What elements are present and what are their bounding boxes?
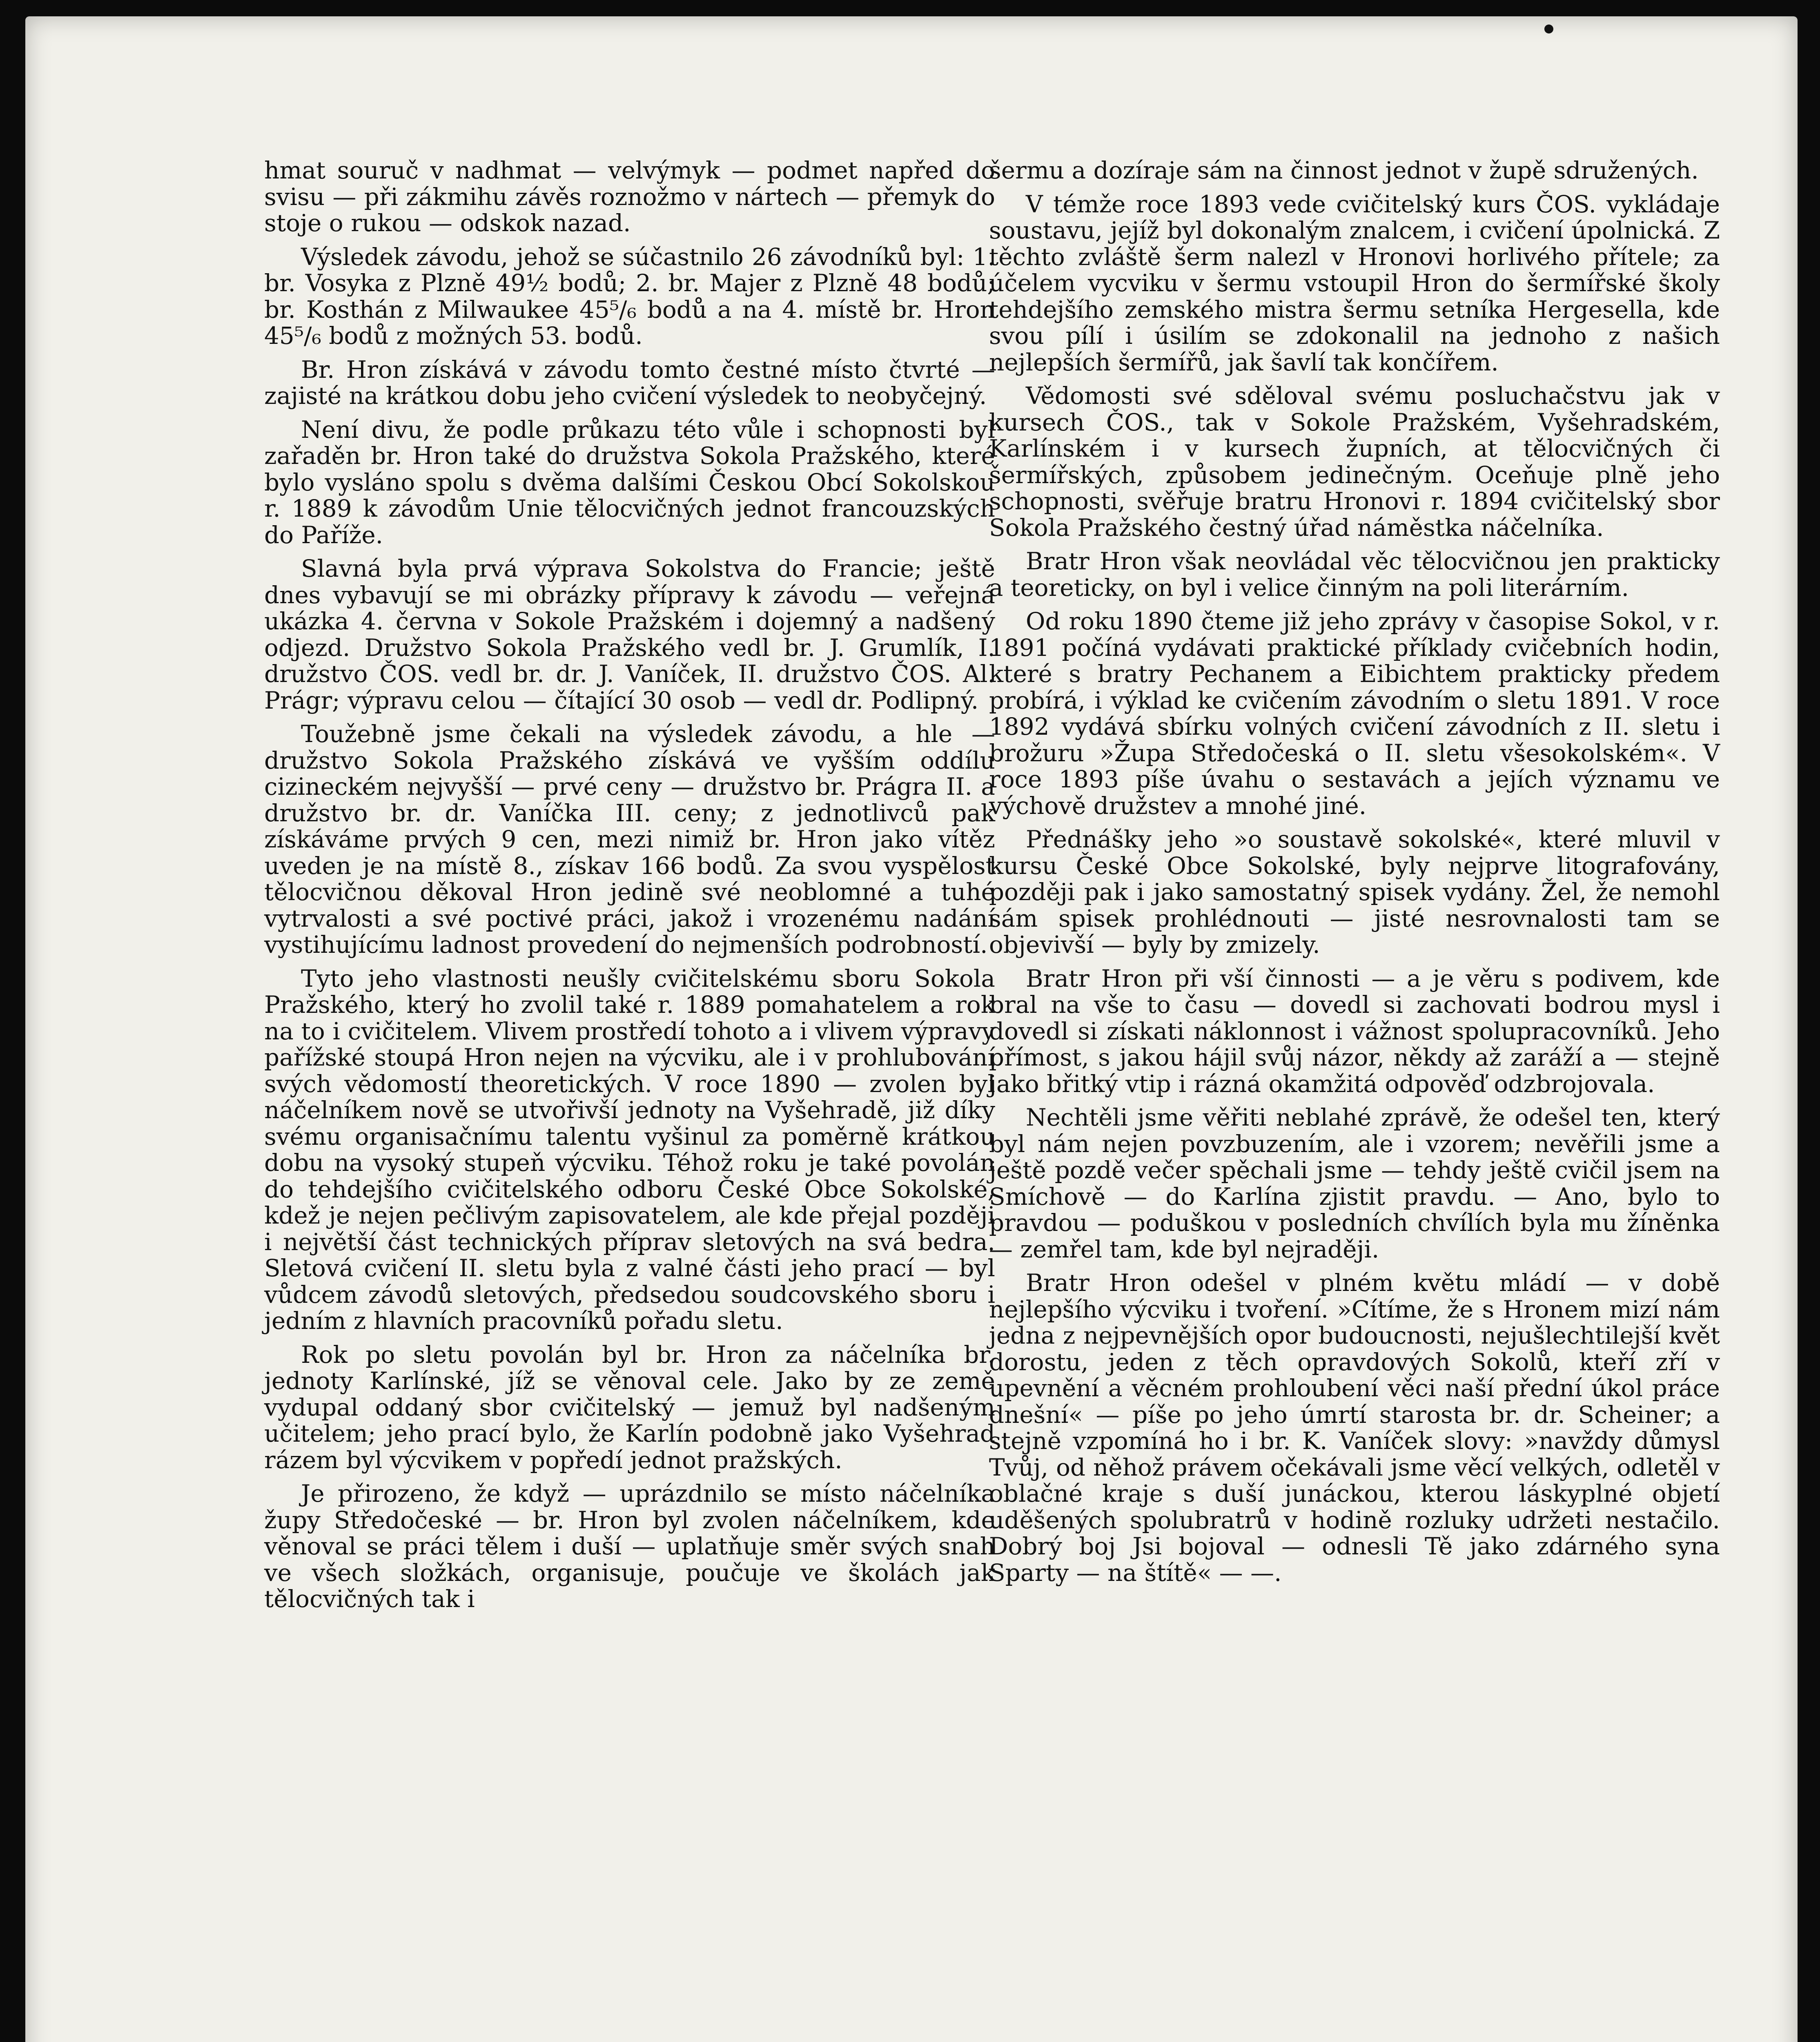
right-paragraph-2: V témže roce 1893 vede cvičitelský kurs ČOS. vykládaje soustavu, jejíž byl dokonalým znalcem, i cvičení úpolnická. Z těchto zvláště šerm nalezl v Hronovi horlivého přítele; za účelem vycviku v šermu vstoupil Hron do šermířské školy tehdejšího zemského mistra šermu setníka Hergesella, kde svou pílí i úsilím se zdokonalil na jednoho z našich nejlepších šermířů, jak šavlí tak končířem. — [989, 190, 1720, 376]
left-paragraph-2: Výsledek závodu, jehož se súčastnilo 26 závodníků byl: 1. br. Vosyka z Plzně 49½ bodů; 2. br. Majer z Plzně 48 bodů; br. Kosthán z Milwaukee 45⁵/₆ bodů a na 4. místě br. Hron 45⁵/₆ bodů z možných 53. bodů. — [264, 243, 995, 350]
left-paragraph-4: Není divu, že podle průkazu této vůle i schopnosti byl zařaděn br. Hron také do družstva Sokola Pražského, které bylo vysláno spolu s dvěma dalšími Českou Obcí Sokolskou r. 1889 k závodům Unie tělocvičných jednot francouzských do Paříže. — [264, 415, 995, 549]
right-paragraph-9: Bratr Hron odešel v plném květu mládí — v době nejlepšího výcviku i tvoření. »Cítíme, že s Hronem mizí nám jedna z nejpevnějších opor budoucnosti, nejušlechtilejší květ dorostu, jeden z těch opravdových Sokolů, kteří zří v upevnění a věcném prohloubení věci naší přední úkol práce dnešní« — píše po jeho úmrtí starosta br. dr. Scheiner; a stejně vzpomíná ho i br. K. Vaníček slovy: »navždy důmysl Tvůj, od něhož právem očekávali jsme věcí velkých, odletěl v oblačné kraje s duší junáckou, kterou láskyplné objetí uděšených spolubratrů v hodině rozluky udržeti nestačilo. Dobrý boj Jsi bojoval — odnesli Tě jako zdárného syna Sparty — na štítě« — —. — [989, 1269, 1720, 1587]
left-paragraph-9: Je přirozeno, že když — uprázdnilo se místo náčelníka župy Středočeské — br. Hron byl zvolen náčelníkem, kde věnoval se práci tělem i duší — uplatňuje směr svých snah ve všech složkách, organisuje, poučuje ve školách jak tělocvičných tak i — [264, 1480, 995, 1613]
right-paragraph-8: Nechtěli jsme věřiti neblahé zprávě, že odešel ten, který byl nám nejen povzbuzením, ale i vzorem; nevěřili jsme a ještě pozdě večer spěchali jsme — tehdy ještě cvičil jsem na Smíchově — do Karlína zjistit pravdu. — Ano, bylo to pravdou — poduškou v posledních chvílích byla mu žíněnka — zemřel tam, kde byl nejraději. — [989, 1103, 1720, 1263]
right-paragraph-1: šermu a dozíraje sám na činnost jednot v župě sdružených. — [989, 156, 1699, 184]
right-paragraph-7: Bratr Hron při vší činnosti — a je věru s podivem, kde bral na vše to času — dovedl si zachovati bodrou mysl i dovedl si získati náklonnost i vážnost spolupracovníků. Jeho přímost, s jakou hájil svůj názor, někdy až zaráží a — stejně jako břitký vtip i rázná okamžitá odpověď odzbrojovala. — [989, 964, 1720, 1098]
right-paragraph-3: Vědomosti své sděloval svému posluchačstvu jak v kursech ČOS., tak v Sokole Pražském, Vyšehradském, Karlínském i v kursech župních, at tělocvičných či šermířských, způsobem jedinečným. Oceňuje plně jeho schopnosti, svěřuje bratru Hronovi r. 1894 cvičitelský sbor Sokola Pražského čestný úřad náměstka náčelníka. — [989, 382, 1720, 542]
left-paragraph-3: Br. Hron získává v závodu tomto čestné místo čtvrté — zajisté na krátkou dobu jeho cvičení výsledek to neobyčejný. — [264, 355, 995, 410]
left-paragraph-5: Slavná byla prvá výprava Sokolstva do Francie; ještě dnes vybavují se mi obrázky přípravy k závodu — veřejná ukázka 4. června v Sokole Pražském i dojemný a nadšený odjezd. Družstvo Sokola Pražského vedl br. J. Grumlík, I. družstvo ČOS. vedl br. dr. J. Vaníček, II. družstvo ČOS. Al. Prágr; výpravu celou — čítající 30 osob — vedl dr. Podlipný. — [264, 555, 995, 714]
right-column — [989, 157, 1720, 1593]
left-column — [264, 157, 995, 1620]
left-paragraph-7: Tyto jeho vlastnosti neušly cvičitelskému sboru Sokola Pražského, který ho zvolil také r. 1889 pomahatelem a rok na to i cvičitelem. Vlivem prostředí tohoto a i vlivem výpravy pařížské stoupá Hron nejen na výcviku, ale i v prohlubování svých vědomostí theoretických. V roce 1890 — zvolen byl náčelníkem nově se utvořivší jednoty na Vyšehradě, již díky svému organisačnímu talentu vyšinul za poměrně krátkou dobu na vysoký stupeň výcviku. Téhož roku je také povolán do tehdejšího cvičitelského odboru České Obce Sokolské, kdež je nejen pečlivým zapisovatelem, ale kde přejal později i největší část technických příprav sletových na svá bedra. Sletová cvičení II. sletu byla z valné části jeho prací — byl vůdcem závodů sletových, předsedou soudcovského sboru i jedním z hlavních pracovníků pořadu sletu. — [264, 964, 995, 1335]
scan-speck — [1544, 25, 1553, 33]
left-paragraph-6: Toužebně jsme čekali na výsledek závodu, a hle — družstvo Sokola Pražského získává ve vyšším oddílu cizineckém nejvyšší — prvé ceny — družstvo br. Prágra II. a družstvo br. dr. Vaníčka III. ceny; z jednotlivců pak získáváme prvých 9 cen, mezi nimiž br. Hron jako vítěz uveden je na místě 8., získav 166 bodů. Za svou vyspělost tělocvičnou děkoval Hron jedině své neoblomné a tuhé vytrvalosti a své poctivé práci, jakož i vrozenému nadání vystihujícímu ladnost provedení do nejmenších podrobností. — [264, 720, 995, 959]
scanned-page — [25, 16, 1798, 2042]
right-paragraph-5: Od roku 1890 čteme již jeho zprávy v časopise Sokol, v r. 1891 počíná vydávati praktické příklady cvičebních hodin, které s bratry Pechanem a Eibichtem prakticky předem probírá, i výklad ke cvičením závodním o sletu 1891. V roce 1892 vydává sbírku volných cvičení závodních z II. sletu i brožuru »Župa Středočeská o II. sletu všesokolském«. V roce 1893 píše úvahu o sestavách a jejích významu ve výchově družstev a mnohé jiné. — [989, 607, 1720, 820]
left-paragraph-8: Rok po sletu povolán byl br. Hron za náčelníka br. jednoty Karlínské, jíž se věnoval cele. Jako by ze země vydupal oddaný sbor cvičitelský — jemuž byl nadšeným učitelem; jeho prací bylo, že Karlín podobně jako Vyšehrad rázem byl výcvikem v popředí jednot pražských. — [264, 1340, 995, 1474]
left-paragraph-1: hmat souruč v nadhmat — velvýmyk — podmet napřed do svisu — při zákmihu závěs roznožmo v nártech — přemyk do stoje o rukou — odskok nazad. — [264, 156, 995, 237]
right-paragraph-4: Bratr Hron však neovládal věc tělocvičnou jen prakticky a teoreticky, on byl i velice činným na poli literárním. — [989, 547, 1720, 602]
right-paragraph-6: Přednášky jeho »o soustavě sokolské«, které mluvil v kursu České Obce Sokolské, byly nejprve litografovány, později pak i jako samostatný spisek vydány. Žel, že nemohl sám spisek prohlédnouti — jisté nesrovnalosti tam se objevivší — byly by zmizely. — [989, 825, 1720, 959]
